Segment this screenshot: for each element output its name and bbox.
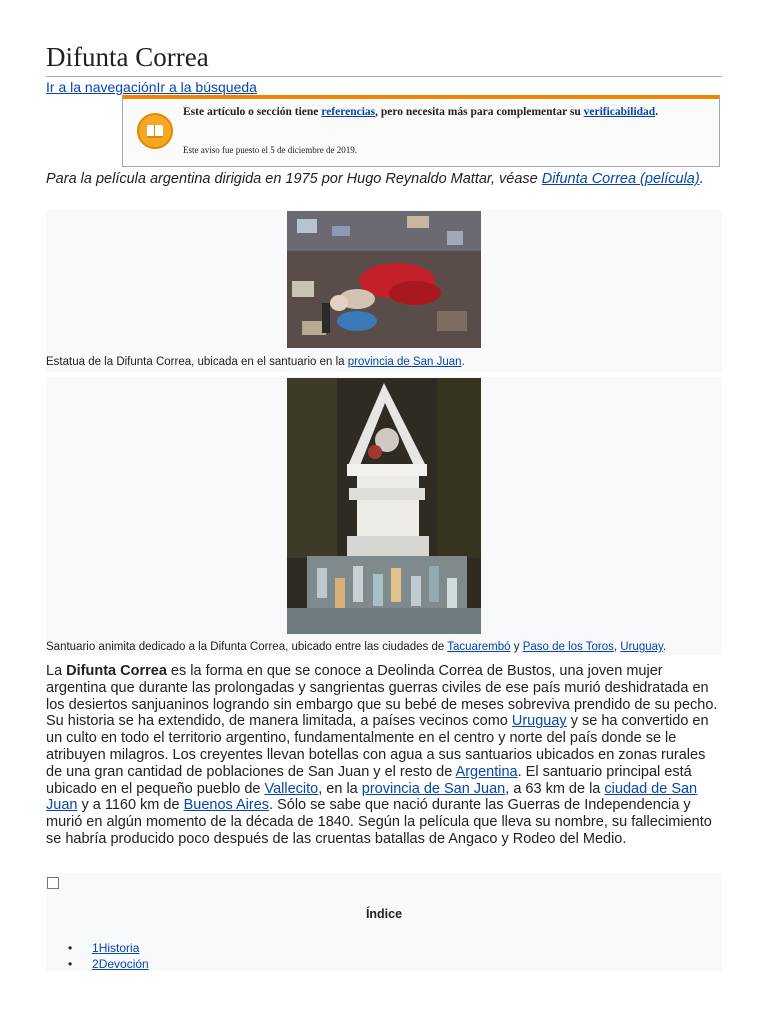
jump-to-search-link[interactable]: Ir a la búsqueda — [156, 79, 257, 95]
argentina-link[interactable]: Argentina — [455, 763, 518, 780]
notice-date: Este aviso fue puesto el 5 de diciembre de 2019. — [183, 145, 357, 155]
toc-title: Índice — [365, 907, 403, 921]
article-subject: Difunta Correa — [66, 663, 167, 679]
verifiability-link[interactable]: verificabilidad — [583, 106, 656, 118]
references-link[interactable]: referencias — [321, 106, 376, 118]
figure-statue-caption: Estatua de la Difunta Correa, ubicada en el santuario en la provincia de San Juan. — [46, 356, 465, 368]
toc-list — [68, 940, 149, 972]
book-icon — [137, 113, 173, 149]
uruguay-caption-link[interactable]: Uruguay — [620, 641, 663, 653]
toc-toggle-checkbox[interactable] — [47, 877, 59, 889]
shrine-photo[interactable] — [287, 378, 481, 634]
references-notice-box — [122, 95, 720, 167]
provincia-link[interactable]: provincia de San Juan — [361, 780, 506, 797]
toc-item[interactable]: • 1Historia — [68, 940, 149, 956]
figure-shrine-caption: Santuario animita dedicado a la Difunta Correa, ubicado entre las ciudades de Tacuarembó y Paso de los Toros, Uruguay. — [46, 641, 667, 653]
toc-item[interactable]: • 2Devoción — [68, 956, 149, 972]
film-link[interactable]: Difunta Correa (película) — [541, 171, 700, 187]
hatnote: Para la película argentina dirigida en 1975 por Hugo Reynaldo Mattar, véase Difunta Correa (película). — [46, 171, 704, 187]
statue-photo[interactable] — [287, 211, 481, 348]
ciudad-san-juan-link[interactable]: ciudad de San Juan — [46, 780, 698, 814]
vallecito-link[interactable]: Vallecito — [264, 780, 319, 797]
page-title: Difunta Correa — [46, 40, 722, 77]
jump-links — [46, 78, 257, 96]
buenos-aires-link[interactable]: Buenos Aires — [183, 797, 270, 814]
provincia-san-juan-link[interactable]: provincia de San Juan — [347, 356, 462, 368]
tacuarembo-link[interactable]: Tacuarembó — [447, 641, 511, 653]
uruguay-link[interactable]: Uruguay — [511, 713, 567, 730]
intro-paragraph: La Difunta Correa es la forma en que se conoce a Deolinda Correa de Bustos, una joven mujer argentina que durante las prolongadas y sangrientas guerras civiles de ese país murió deshidratada en los desiertos sanjuaninos logrando sin embargo que su bebé de meses sobreviva prendido de su pecho. Su historia se ha extendido, de manera limitada, a países vecinos como Uruguay y se ha convertido en un culto en todo el territorio argentino, fundamentalmente en el centro y norte del país donde se le atribuyen milagros. Los creyentes llevan botellas con agua a sus santuarios ubicados en zonas rurales de una gran cantidad de poblaciones de San Juan y el resto de Argentina. El santuario principal está ubicado en el pequeño pueblo de Vallecito, en la provincia de San Juan, a 63 km de la ciudad de San Juan y a 1160 km de Buenos Aires. Sólo se sabe que nació durante las Guerras de Independencia y murió en algún momento de la década de 1840. Según la película que lleva su nombre, su fallecimiento se habría producido poco después de las cruentas batallas de Angaco y Rodeo del Medio. — [46, 663, 718, 847]
paso-de-los-toros-link[interactable]: Paso de los Toros — [522, 641, 614, 653]
jump-to-navigation-link[interactable]: Ir a la navegación — [46, 79, 157, 95]
notice-text: Este artículo o sección tiene referencias, pero necesita más para complementar su verificabilidad. — [183, 106, 659, 118]
